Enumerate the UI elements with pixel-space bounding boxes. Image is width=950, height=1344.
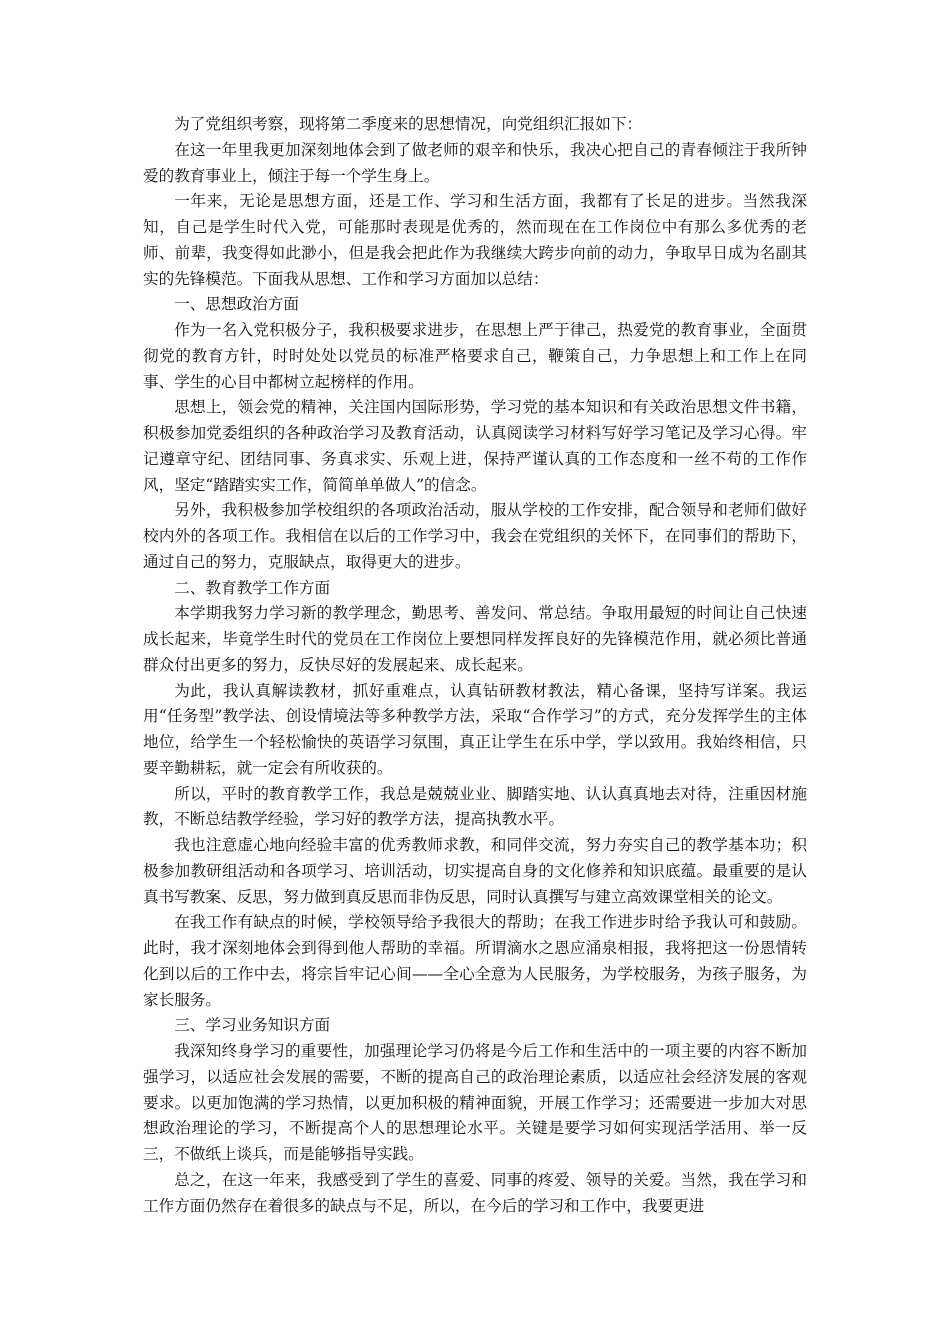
paragraph: 另外，我积极参加学校组织的各项政治活动，服从学校的工作安排，配合领导和老师们做好校内外的各项工作。我相信在以后的工作学习中，我会在党组织的关怀下，在同事们的帮助下，通过自己的努力，克服缺点，取得更大的进步。: [143, 501, 807, 571]
paragraph: 我也注意虚心地向经验丰富的优秀教师求教，和同伴交流，努力夯实自己的教学基本功；积极参加教研组活动和各项学习、培训活动，切实提高自身的文化修养和知识底蕴。最重要的是认真书写教案、反思，努力做到真反思而非伪反思，同时认真撰写与建立高效课堂相关的论文。: [143, 836, 807, 906]
document-body: [143, 112, 807, 1219]
paragraph: 思想上，领会党的精神，关注国内国际形势，学习党的基本知识和有关政治思想文件书籍，积极参加党委组织的各种政治学习及教育活动，认真阅读学习材料写好学习笔记及学习心得。牢记遵章守纪、团结同事、务真求实、乐观上进，保持严谨认真的工作态度和一丝不苟的工作作风，坚定“踏踏实实工作，简简单单做人”的信念。: [143, 398, 807, 494]
paragraph: 本学期我努力学习新的教学理念，勤思考、善发问、常总结。争取用最短的时间让自己快速成长起来，毕竟学生时代的党员在工作岗位上要想同样发挥良好的先锋模范作用，就必须比普通群众付出更多的努力，反快尽好的发展起来、成长起来。: [143, 604, 807, 674]
paragraph-intro: 为了党组织考察，现将第二季度来的思想情况，向党组织汇报如下：: [174, 115, 643, 133]
paragraph: 在这一年里我更加深刻地体会到了做老师的艰辛和快乐，我决心把自己的青春倾注于我所钟爱的教育事业上，倾注于每一个学生身上。: [143, 140, 807, 185]
paragraph: 作为一名入党积极分子，我积极要求进步，在思想上严于律己，热爱党的教育事业，全面贯彻党的教育方针，时时处处以党员的标准严格要求自己，鞭策自己，力争思想上和工作上在同事、学生的心目中都树立起榜样的作用。: [143, 321, 807, 391]
paragraph-conclusion: 总之，在这一年来，我感受到了学生的喜爱、同事的疼爱、领导的关爱。当然，我在学习和工作方面仍然存在着很多的缺点与不足，所以，在今后的学习和工作中，我要更进: [143, 1170, 807, 1215]
section-heading-teaching: 二、教育教学工作方面: [174, 578, 331, 597]
paragraph: 所以，平时的教育教学工作，我总是兢兢业业、脚踏实地、认认真真地去对待，注重因材施教，不断总结教学经验，学习好的教学方法，提高执教水平。: [143, 784, 807, 829]
paragraph: 我深知终身学习的重要性，加强理论学习仍将是今后工作和生活中的一项主要的内容不断加强学习，以适应社会发展的需要，不断的提高自己的政治理论素质，以适应社会经济发展的客观要求。以更加饱满的学习热情，以更加积极的精神面貌，开展工作学习；还需要进一步加大对思想政治理论的学习，不断提高个人的思想理论水平。关键是要学习如何实现活学活用、举一反三，不做纸上谈兵，而是能够指导实践。: [143, 1042, 807, 1163]
section-heading-ideology: 一、思想政治方面: [174, 295, 299, 314]
section-heading-learning: 三、学习业务知识方面: [174, 1016, 331, 1035]
paragraph: 在我工作有缺点的时候，学校领导给予我很大的帮助；在我工作进步时给予我认可和鼓励。此时，我才深刻地体会到得到他人帮助的幸福。所谓滴水之恩应涌泉相报，我将把这一份恩情转化到以后的工作中去，将宗旨牢记心间——全心全意为人民服务，为学校服务，为孩子服务，为家长服务。: [143, 913, 807, 1009]
paragraph: 为此，我认真解读教材，抓好重难点，认真钻研教材教法，精心备课，坚持写详案。我运用“任务型”教学法、创设情境法等多种教学方法，采取“合作学习”的方式，充分发挥学生的主体地位，给学生一个轻松愉快的英语学习氛围，真正让学生在乐中学，学以致用。我始终相信，只要辛勤耕耘，就一定会有所收获的。: [143, 681, 807, 777]
paragraph: 一年来，无论是思想方面，还是工作、学习和生活方面，我都有了长足的进步。当然我深知，自己是学生时代入党，可能那时表现是优秀的，然而现在在工作岗位中有那么多优秀的老师、前辈，我变得如此渺小，但是我会把此作为我继续大跨步向前的动力，争取早日成为名副其实的先锋模范。下面我从思想、工作和学习方面加以总结：: [143, 192, 807, 288]
